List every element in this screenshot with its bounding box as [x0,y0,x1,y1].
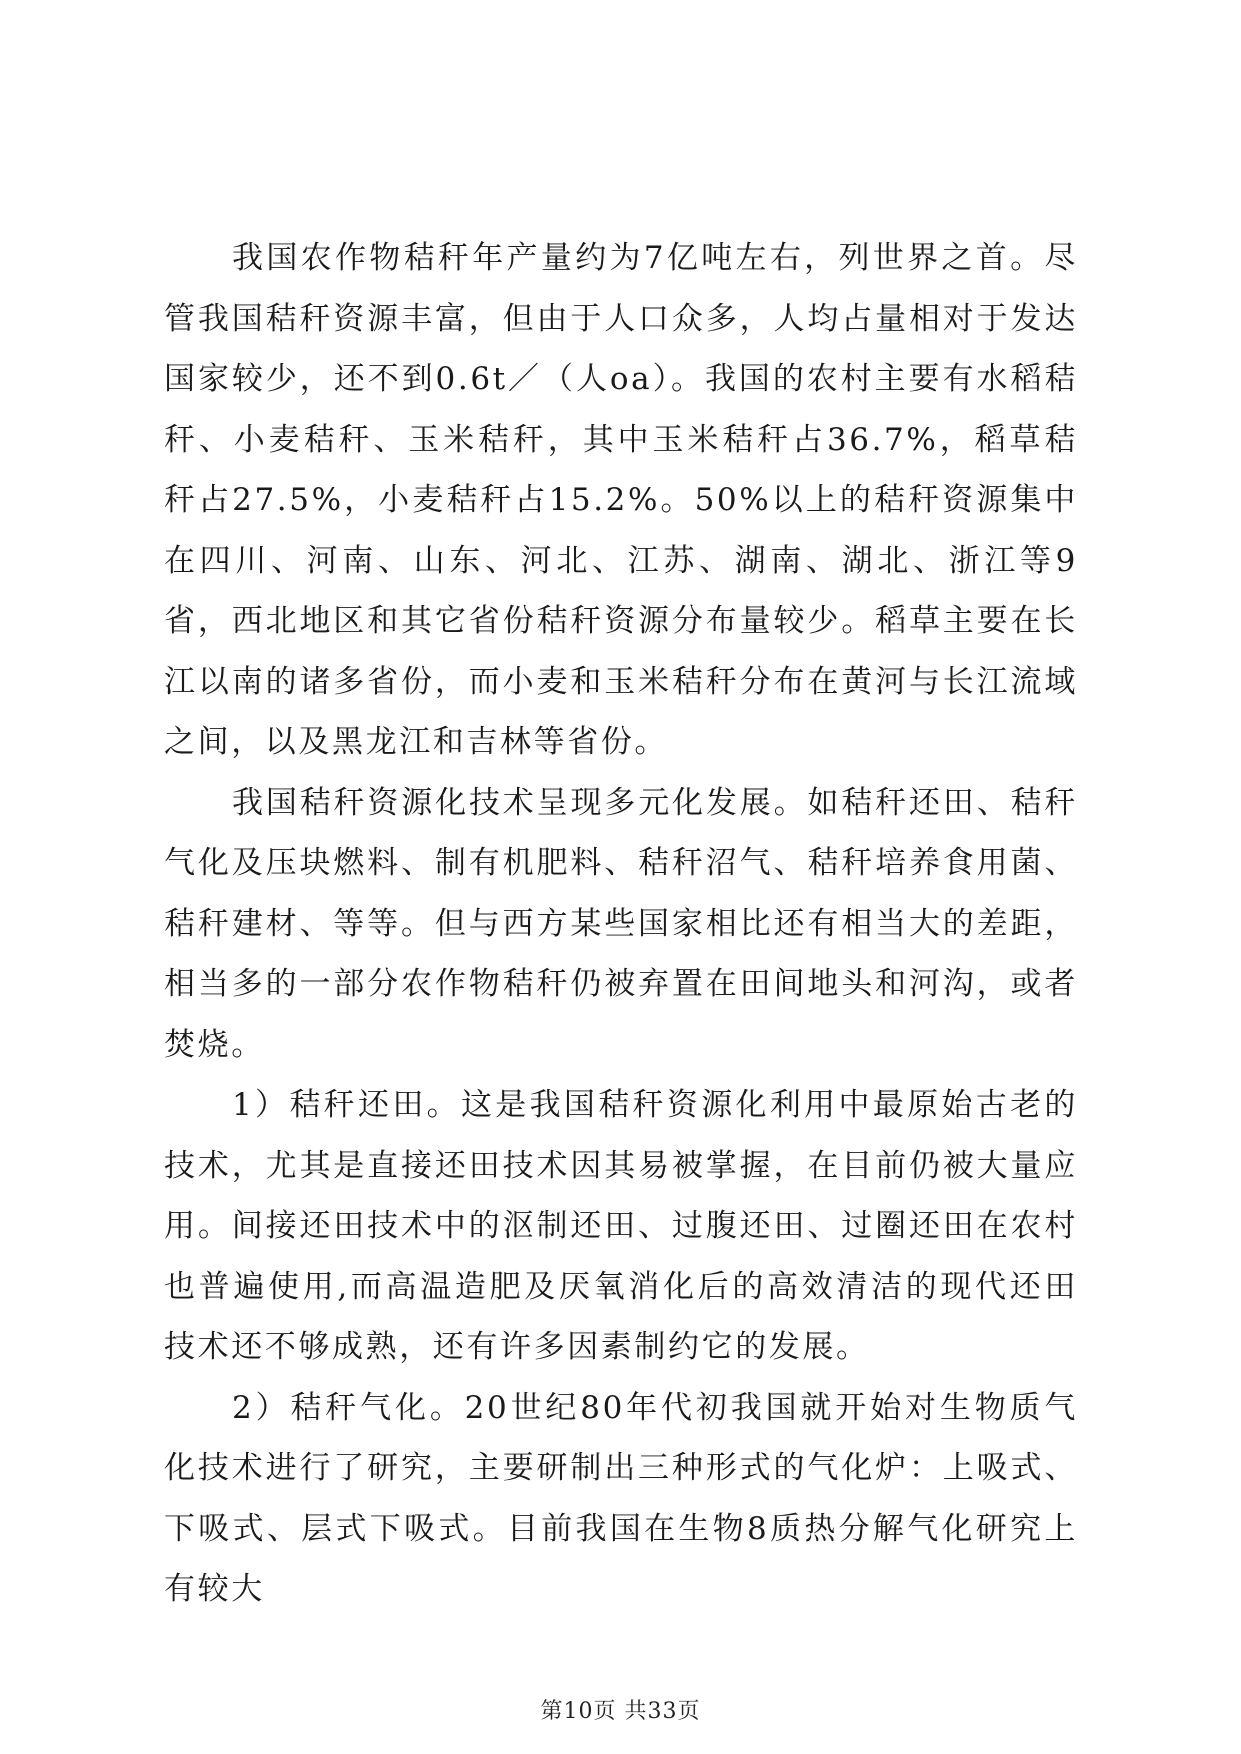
paragraph-straw-gasification: 2）秸秆气化。20世纪80年代初我国就开始对生物质气化技术进行了研究，主要研制出三种形式的气化炉：上吸式、下吸式、层式下吸式。目前我国在生物8质热分解气化研究上有较大 [164,1389,1078,1607]
paragraph-straw-return-to-field: 1）秸秆还田。这是我国秸秆资源化利用中最原始古老的技术，尤其是直接还田技术因其易被掌握，在目前仍被大量应用。间接还田技术中的沤制还田、过腹还田、过圈还田在农村也普遍使用,而高温造肥及厌氧消化后的高效清洁的现代还田技术还不够成熟，还有许多因素制约它的发展。 [164,1087,1078,1365]
page-footer: 第10页 共33页 [540,1699,701,1724]
body-text [164,228,1078,1620]
paragraph-resource-technology: 我国秸秆资源化技术呈现多元化发展。如秸秆还田、秸秆气化及压块燃料、制有机肥料、秸秆沼气、秸秆培养食用菌、秸秆建材、等等。但与西方某些国家相比还有相当大的差距，相当多的一部分农作物秸秆仍被弃置在田间地头和河沟，或者焚烧。 [164,784,1078,1063]
paragraph-straw-production: 我国农作物秸秆年产量约为7亿吨左右，列世界之首。尽管我国秸秆资源丰富，但由于人口众多，人均占量相对于发达国家较少，还不到0.6t／（人oa）。我国的农村主要有水稻秸秆、小麦秸秆、玉米秸秆，其中玉米秸秆占36.7%，稻草秸秆占27.5%，小麦秸秆占15.2%。50%以上的秸秆资源集中在四川、河南、山东、河北、江苏、湖南、湖北、浙江等9省，西北地区和其它省份秸秆资源分布量较少。稻草主要在长江以南的诸多省份，而小麦和玉米秸秆分布在黄河与长江流域之间，以及黑龙江和吉林等省份。 [164,240,1078,760]
